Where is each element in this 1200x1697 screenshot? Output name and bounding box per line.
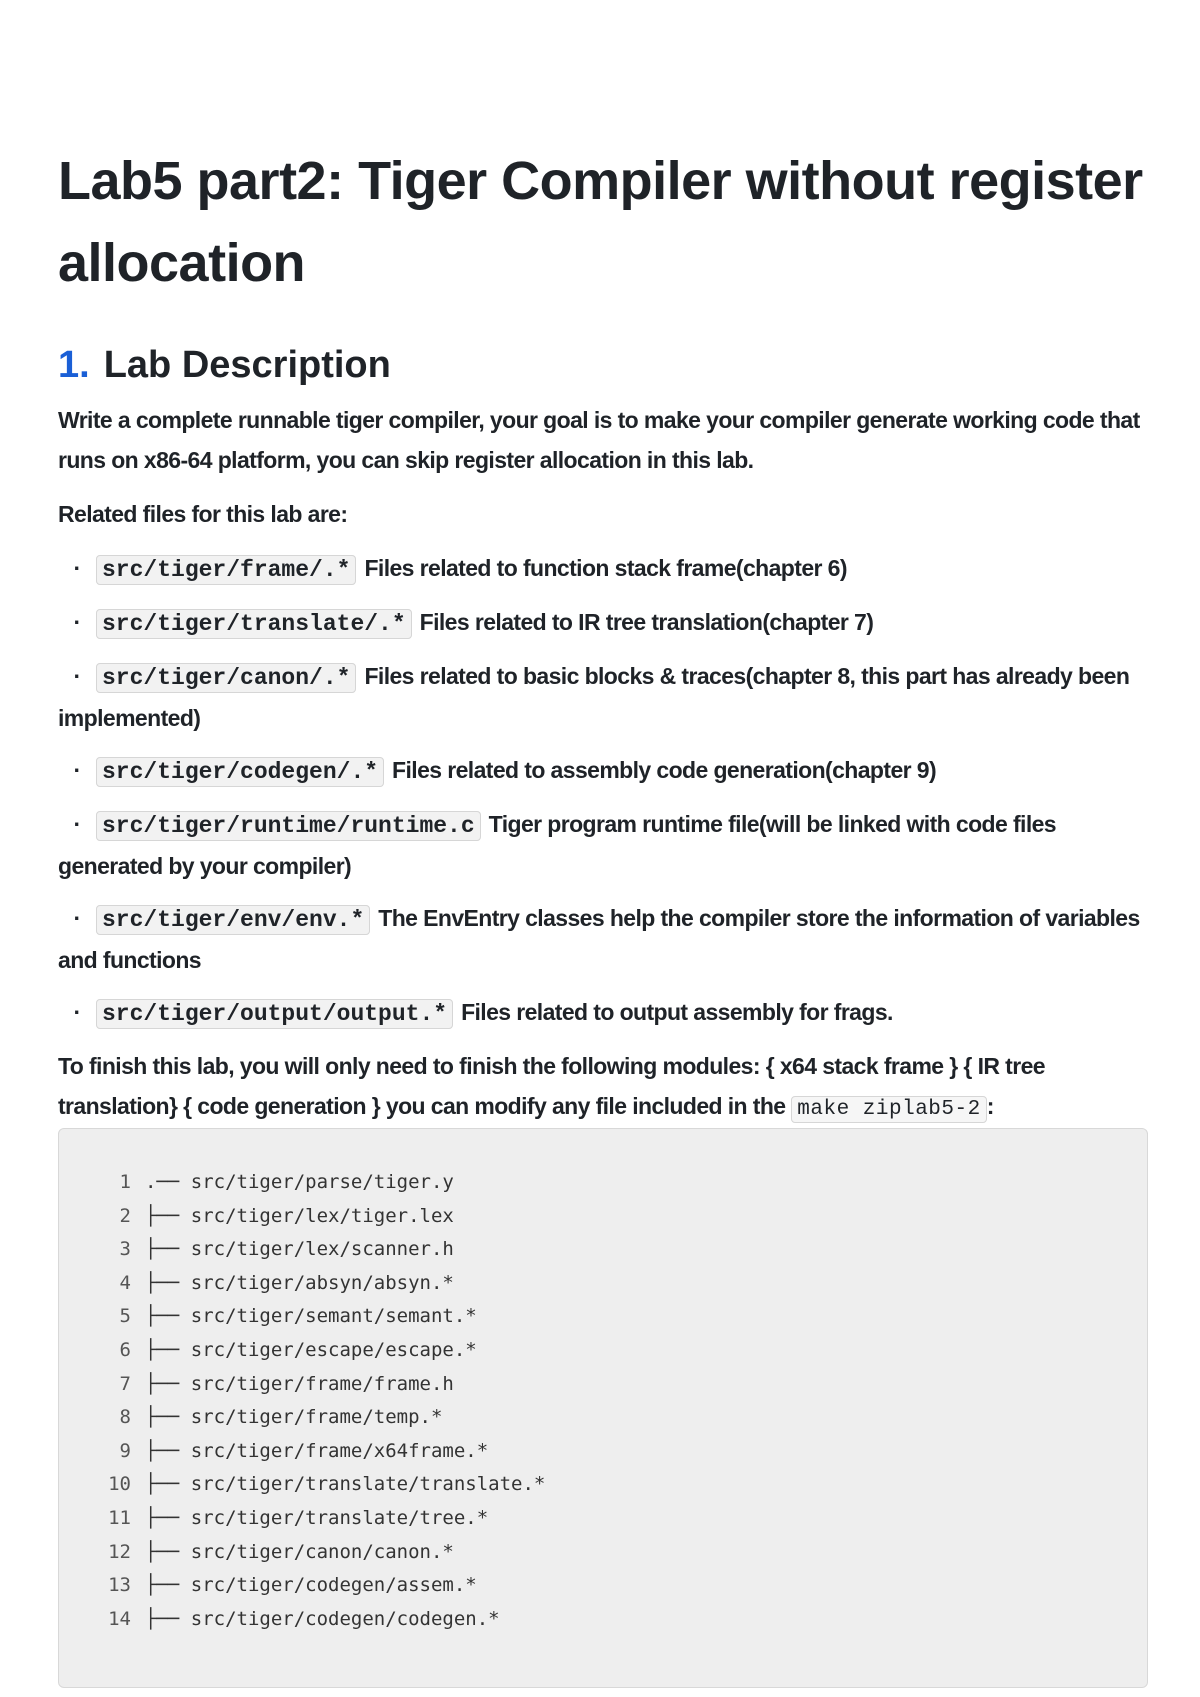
bullet-icon: · — [73, 555, 81, 581]
line-number: 11 — [108, 1506, 131, 1529]
code-line — [59, 1368, 1147, 1402]
module-code-generation: code generation — [197, 1093, 366, 1119]
file-description: Files related to assembly code generation(chapter 9) — [392, 757, 937, 783]
code-line — [59, 1267, 1147, 1301]
finish-separator: } { — [949, 1053, 972, 1079]
finish-end: : — [986, 1093, 994, 1119]
code-text: ├── src/tiger/frame/frame.h — [145, 1372, 454, 1395]
code-text: ├── src/tiger/escape/escape.* — [145, 1338, 477, 1361]
page-title: Lab5 part2: Tiger Compiler without register allocation — [58, 151, 1143, 293]
list-item — [58, 656, 1148, 738]
bullet-icon: · — [73, 609, 81, 635]
code-line — [59, 1468, 1147, 1502]
line-number: 14 — [108, 1607, 131, 1630]
file-path: src/tiger/env/env.* — [96, 905, 370, 935]
line-number: 10 — [108, 1473, 131, 1496]
bullet-icon: · — [73, 811, 81, 837]
bullet-icon: · — [73, 905, 81, 931]
code-line — [59, 1603, 1147, 1637]
code-text: ├── src/tiger/canon/canon.* — [145, 1540, 454, 1563]
code-line — [59, 1536, 1147, 1570]
code-text: ├── src/tiger/translate/translate.* — [145, 1473, 546, 1496]
file-description: Files related to function stack frame(chapter 6) — [364, 555, 847, 581]
finish-paragraph — [58, 1046, 1148, 1130]
code-line — [59, 1200, 1147, 1234]
module-ir-tree-translation: IR tree translation — [58, 1053, 1045, 1119]
file-description: The EnvEntry classes help the compiler store the information of variables and functions — [58, 905, 1140, 973]
code-text: ├── src/tiger/lex/tiger.lex — [145, 1204, 454, 1227]
code-lines — [59, 1129, 1147, 1636]
list-item — [58, 992, 1148, 1034]
code-line — [59, 1435, 1147, 1469]
bullet-icon: · — [73, 999, 81, 1025]
code-text: ├── src/tiger/codegen/codegen.* — [145, 1607, 500, 1630]
file-description: Files related to output assembly for frags. — [461, 999, 893, 1025]
file-path: src/tiger/runtime/runtime.c — [96, 811, 481, 841]
code-line — [59, 1233, 1147, 1267]
make-command: make ziplab5-2 — [791, 1096, 986, 1123]
code-line — [59, 1401, 1147, 1435]
code-line — [59, 1166, 1147, 1200]
file-path: src/tiger/codegen/.* — [96, 757, 384, 787]
code-text: ├── src/tiger/translate/tree.* — [145, 1506, 489, 1529]
section-heading — [58, 340, 1148, 390]
list-item — [58, 750, 1148, 792]
line-number: 12 — [108, 1540, 131, 1563]
file-path: src/tiger/output/output.* — [96, 999, 453, 1029]
line-number: 9 — [119, 1439, 131, 1462]
code-text: ├── src/tiger/codegen/assem.* — [145, 1574, 477, 1597]
code-line — [59, 1300, 1147, 1334]
intro-paragraph: Write a complete runnable tiger compiler, your goal is to make your compiler generate working code that runs on x86-64 platform, you can skip register allocation in this lab. — [58, 407, 1140, 473]
list-item — [58, 548, 1148, 590]
code-text: .── src/tiger/parse/tiger.y — [145, 1171, 454, 1193]
code-line — [59, 1569, 1147, 1603]
file-description: Files related to IR tree translation(chapter 7) — [419, 609, 874, 635]
code-text: ├── src/tiger/frame/temp.* — [145, 1406, 443, 1429]
file-path: src/tiger/translate/.* — [96, 609, 412, 639]
file-description: Tiger program runtime file(will be linked with code files generated by your compiler) — [58, 811, 1056, 879]
finish-suffix: } you can modify any file included in the — [371, 1093, 786, 1119]
finish-prefix: To finish this lab, you will only need to finish the following modules: { — [58, 1053, 775, 1079]
module-x64-stack-frame: x64 stack frame — [779, 1053, 944, 1079]
file-description: Files related to basic blocks & traces(chapter 8, this part has already been implemented) — [58, 663, 1130, 731]
code-text: ├── src/tiger/frame/x64frame.* — [145, 1439, 489, 1462]
line-number: 4 — [119, 1271, 131, 1294]
list-item — [58, 804, 1148, 886]
finish-separator: } { — [168, 1093, 192, 1119]
code-text: ├── src/tiger/lex/scanner.h — [145, 1238, 454, 1261]
section-number: 1. — [58, 344, 90, 386]
code-block — [58, 1128, 1148, 1688]
list-item — [58, 898, 1148, 980]
bullet-icon: · — [73, 757, 81, 783]
file-path: src/tiger/frame/.* — [96, 555, 356, 585]
line-number: 3 — [119, 1238, 131, 1261]
document-body — [58, 140, 1148, 1144]
line-number: 8 — [119, 1406, 131, 1429]
section-title: Lab Description — [103, 344, 391, 386]
related-files-label: Related files for this lab are: — [58, 501, 348, 527]
file-path: src/tiger/canon/.* — [96, 663, 356, 693]
related-files-list — [58, 548, 1148, 1034]
line-number: 7 — [119, 1372, 131, 1395]
code-text: ├── src/tiger/absyn/absyn.* — [145, 1271, 454, 1294]
list-item — [58, 602, 1148, 644]
line-number: 1 — [119, 1171, 131, 1193]
bullet-icon: · — [73, 663, 81, 689]
line-number: 6 — [119, 1338, 131, 1361]
code-text: ├── src/tiger/semant/semant.* — [145, 1305, 477, 1328]
code-line — [59, 1502, 1147, 1536]
line-number: 5 — [119, 1305, 131, 1328]
line-number: 2 — [119, 1204, 131, 1227]
line-number: 13 — [108, 1574, 131, 1597]
code-line — [59, 1334, 1147, 1368]
